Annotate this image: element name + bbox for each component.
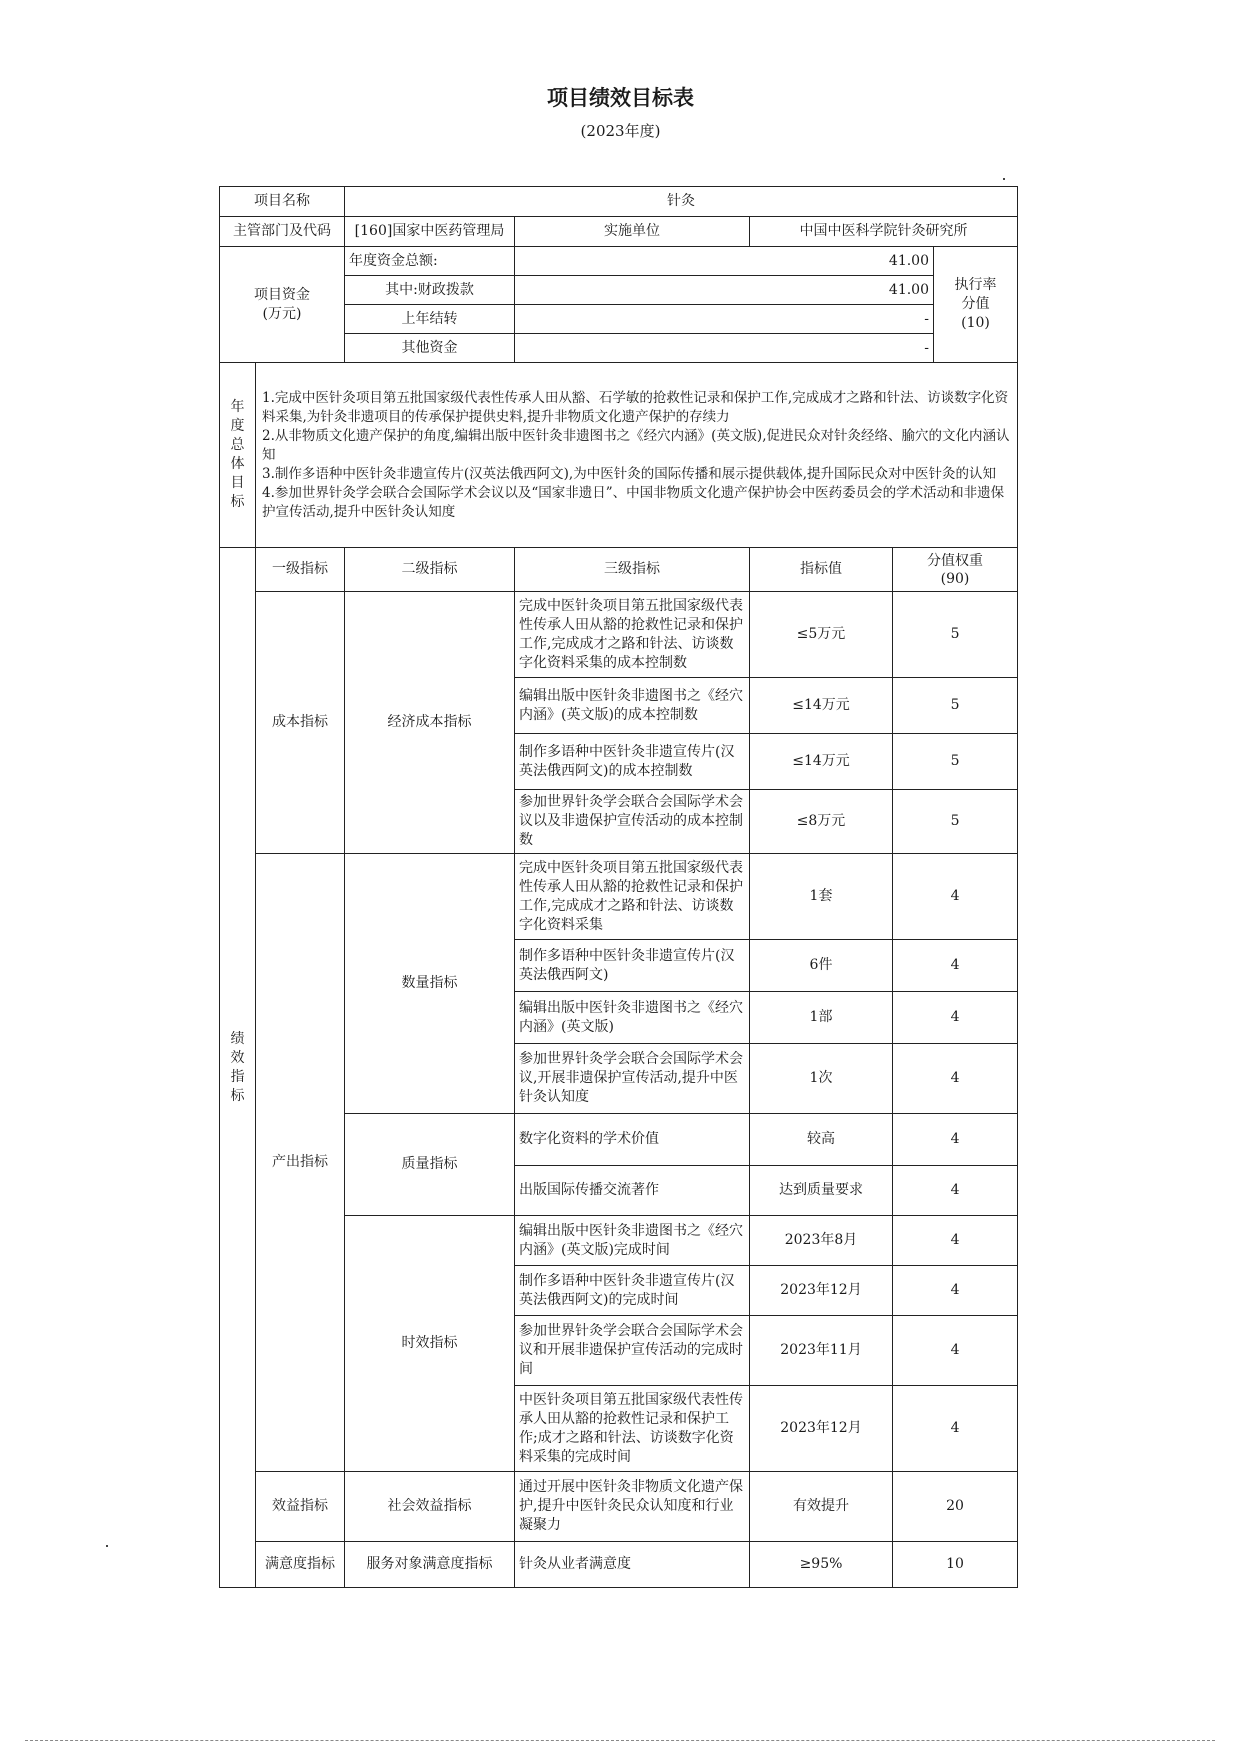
exec-rate-label: 执行率 分值 (10) <box>934 247 1018 363</box>
annual-goals-label: 年 度 总 体 目 标 <box>220 363 256 548</box>
indicator-text: 编辑出版中医针灸非遗图书之《经穴内涵》(英文版) <box>515 992 750 1044</box>
unit-label: 实施单位 <box>515 217 750 247</box>
indicator-value: 有效提升 <box>750 1472 893 1542</box>
indicator-weight: 4 <box>893 940 1018 992</box>
satisfaction-level1: 满意度指标 <box>256 1542 345 1588</box>
performance-target-table <box>219 186 1018 1588</box>
cost-level1: 成本指标 <box>256 592 345 854</box>
annual-goals-content <box>256 363 1018 548</box>
unit-value: 中国中医科学院针灸研究所 <box>750 217 1018 247</box>
indicator-value: 2023年12月 <box>750 1386 893 1472</box>
indicator-weight: 4 <box>893 1044 1018 1114</box>
indicator-value: 6件 <box>750 940 893 992</box>
indicator-text: 完成中医针灸项目第五批国家级代表性传承人田从豁的抢救性记录和保护工作,完成成才之路和针法、访谈数字化资料采集 <box>515 854 750 940</box>
scan-speck <box>106 1545 108 1547</box>
goal-item: 4.参加世界针灸学会联合会国际学术会议以及“国家非遗日”、中国非物质文化遗产保护协会中医药委员会的学术活动和非遗保护宣传活动,提升中医针灸认知度 <box>262 484 1005 520</box>
indicator-value: 较高 <box>750 1114 893 1166</box>
project-name-value: 针灸 <box>345 187 1018 217</box>
funds-label: 项目资金 (万元) <box>220 247 345 363</box>
indicator-value: 1次 <box>750 1044 893 1114</box>
header-level3: 三级指标 <box>515 548 750 592</box>
page-title: 项目绩效目标表 <box>547 86 694 110</box>
indicator-value: 1部 <box>750 992 893 1044</box>
benefit-level2: 社会效益指标 <box>345 1472 515 1542</box>
indicator-value: ≤5万元 <box>750 592 893 678</box>
funds-row-value: - <box>515 334 934 363</box>
dept-label: 主管部门及代码 <box>220 217 345 247</box>
funds-row-value: 41.00 <box>515 276 934 305</box>
indicator-value: ≤14万元 <box>750 678 893 734</box>
indicator-text: 数字化资料的学术价值 <box>515 1114 750 1166</box>
quantity-level2: 数量指标 <box>345 854 515 1114</box>
timeliness-level2: 时效指标 <box>345 1216 515 1472</box>
header-value: 指标值 <box>750 548 893 592</box>
indicator-weight: 4 <box>893 854 1018 940</box>
funds-row-value: 41.00 <box>515 247 934 276</box>
indicator-weight: 5 <box>893 592 1018 678</box>
indicator-text: 出版国际传播交流著作 <box>515 1166 750 1216</box>
indicator-weight: 10 <box>893 1542 1018 1588</box>
indicator-weight: 4 <box>893 992 1018 1044</box>
indicator-text: 制作多语种中医针灸非遗宣传片(汉英法俄西阿文)的成本控制数 <box>515 734 750 790</box>
quality-level2: 质量指标 <box>345 1114 515 1216</box>
header-level1: 一级指标 <box>256 548 345 592</box>
indicator-text: 完成中医针灸项目第五批国家级代表性传承人田从豁的抢救性记录和保护工作,完成成才之路和针法、访谈数字化资料采集的成本控制数 <box>515 592 750 678</box>
indicator-value: 达到质量要求 <box>750 1166 893 1216</box>
funds-row-label: 其他资金 <box>345 334 515 363</box>
indicator-value: 1套 <box>750 854 893 940</box>
indicator-text: 通过开展中医针灸非物质文化遗产保护,提升中医针灸民众认知度和行业凝聚力 <box>515 1472 750 1542</box>
indicator-weight: 4 <box>893 1266 1018 1316</box>
indicator-weight: 4 <box>893 1216 1018 1266</box>
indicator-text: 参加世界针灸学会联合会国际学术会议,开展非遗保护宣传活动,提升中医针灸认知度 <box>515 1044 750 1114</box>
indicator-text: 制作多语种中医针灸非遗宣传片(汉英法俄西阿文)的完成时间 <box>515 1266 750 1316</box>
indicator-text: 编辑出版中医针灸非遗图书之《经穴内涵》(英文版)完成时间 <box>515 1216 750 1266</box>
indicator-value: ≥95% <box>750 1542 893 1588</box>
funds-row-value: - <box>515 305 934 334</box>
header-level2: 二级指标 <box>345 548 515 592</box>
funds-row-label: 年度资金总额: <box>345 247 515 276</box>
indicator-weight: 4 <box>893 1316 1018 1386</box>
indicator-text: 编辑出版中医针灸非遗图书之《经穴内涵》(英文版)的成本控制数 <box>515 678 750 734</box>
indicator-weight: 5 <box>893 678 1018 734</box>
indicator-weight: 5 <box>893 790 1018 854</box>
scan-edge-line <box>25 1740 1215 1741</box>
indicator-text: 制作多语种中医针灸非遗宣传片(汉英法俄西阿文) <box>515 940 750 992</box>
funds-row-label: 上年结转 <box>345 305 515 334</box>
dept-value: [160]国家中医药管理局 <box>345 217 515 247</box>
indicator-weight: 20 <box>893 1472 1018 1542</box>
indicator-weight: 4 <box>893 1386 1018 1472</box>
cost-level2: 经济成本指标 <box>345 592 515 854</box>
indicator-value: ≤14万元 <box>750 734 893 790</box>
benefit-level1: 效益指标 <box>256 1472 345 1542</box>
indicator-weight: 5 <box>893 734 1018 790</box>
indicator-text: 针灸从业者满意度 <box>515 1542 750 1588</box>
indicator-value: ≤8万元 <box>750 790 893 854</box>
indicator-text: 参加世界针灸学会联合会国际学术会议和开展非遗保护宣传活动的完成时间 <box>515 1316 750 1386</box>
goal-item: 2.从非物质文化遗产保护的角度,编辑出版中医针灸非遗图书之《经穴内涵》(英文版),促进民众对针灸经络、腧穴的文化内涵认知 <box>262 427 1010 463</box>
project-name-label: 项目名称 <box>220 187 345 217</box>
scan-speck <box>1003 178 1005 180</box>
indicator-text: 中医针灸项目第五批国家级代表性传承人田从豁的抢救性记录和保护工作;成才之路和针法、访谈数字化资料采集的完成时间 <box>515 1386 750 1472</box>
header-weight: 分值权重 (90) <box>893 548 1018 592</box>
indicator-value: 2023年8月 <box>750 1216 893 1266</box>
indicator-value: 2023年12月 <box>750 1266 893 1316</box>
goal-item: 1.完成中医针灸项目第五批国家级代表性传承人田从豁、石学敏的抢救性记录和保护工作,完成成才之路和针法、访谈数字化资料采集,为针灸非遗项目的传承保护提供史料,提升非物质文化遗产保护的存续力 <box>262 389 1009 425</box>
indicators-section-label: 绩效 指标 <box>220 548 256 1588</box>
satisfaction-level2: 服务对象满意度指标 <box>345 1542 515 1588</box>
goal-item: 3.制作多语种中医针灸非遗宣传片(汉英法俄西阿文),为中医针灸的国际传播和展示提供载体,提升国际民众对中医针灸的认知 <box>262 465 996 482</box>
funds-row-label: 其中:财政拨款 <box>345 276 515 305</box>
indicator-text: 参加世界针灸学会联合会国际学术会议以及非遗保护宣传活动的成本控制数 <box>515 790 750 854</box>
page-subtitle: (2023年度) <box>580 122 661 140</box>
indicator-value: 2023年11月 <box>750 1316 893 1386</box>
indicator-weight: 4 <box>893 1166 1018 1216</box>
indicator-weight: 4 <box>893 1114 1018 1166</box>
output-level1: 产出指标 <box>256 854 345 1472</box>
